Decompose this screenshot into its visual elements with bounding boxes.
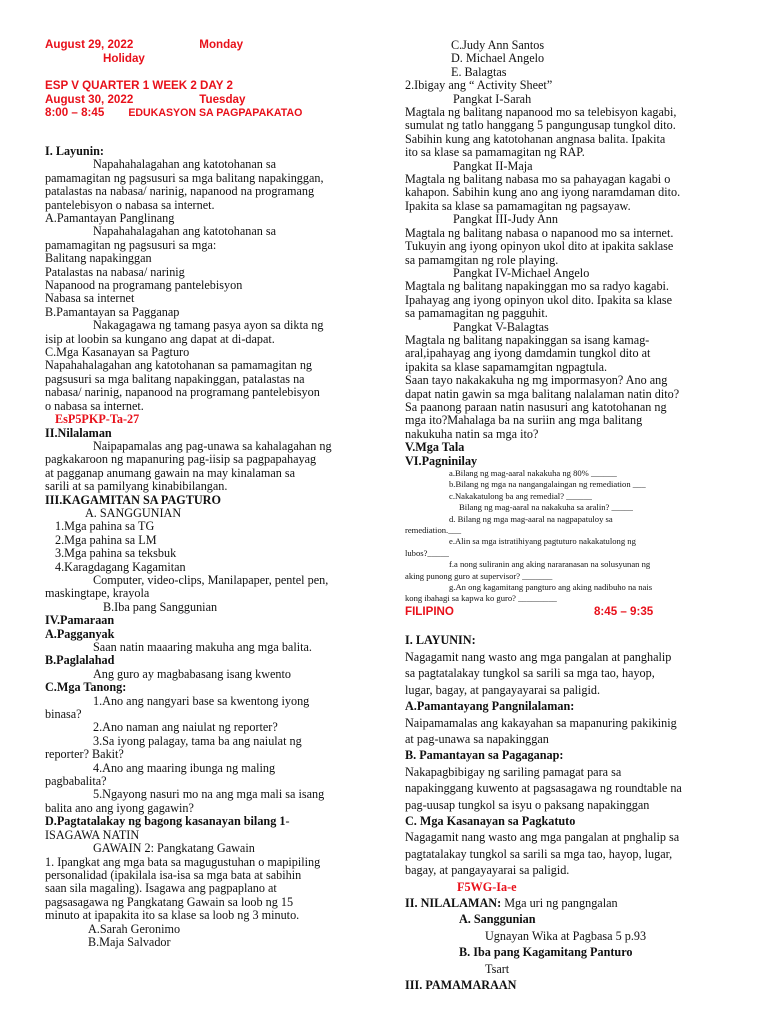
reflection-e2: lubos?_____ xyxy=(405,547,449,558)
reflection-g: g.An ong kagamitang pangturo ang aking nadibuho na nais xyxy=(449,582,653,593)
text-line: 4.Ano ang maaring ibunga ng maling xyxy=(93,760,276,775)
text-line: sa pamamagitan ng pagguhit. xyxy=(405,306,548,321)
text-line: 1.Ano ang nangyari base sa kwentong iyong xyxy=(93,693,310,708)
text-line: Naipamamalas ang kakayahan sa mapanuring pakikinig xyxy=(405,715,677,730)
text-line: Nagagamit nang wasto ang mga pangalan at panghalip xyxy=(405,649,672,664)
text-line: Sa paanong paraan natin nasusuri ang katotohanan ng xyxy=(405,399,667,414)
text-line: 1. Ipangkat ang mga bata sa magugustuhan o mapipiling xyxy=(45,854,321,869)
time-slot: 8:00 – 8:45 xyxy=(45,106,105,120)
date-line-2 xyxy=(45,93,367,107)
date-line-1 xyxy=(45,38,367,52)
text-line: pagkakaroon ng mapanuring pag-iisip sa pagpapahayag xyxy=(45,452,317,467)
text-line: Ang guro ay magbabasang isang kwento xyxy=(93,666,291,681)
text-line: kahapon. Sabihin kung ano ang iyong naramdaman dito. xyxy=(405,185,681,200)
text-line: Nakagagawa ng tamang pasya ayon sa dikta ng xyxy=(93,318,324,333)
kagamitan-heading: III.KAGAMITAN SA PAGTURO xyxy=(45,492,221,507)
text-line: 1.Mga pahina sa TG xyxy=(55,519,155,534)
text-line: o nabasa sa internet. xyxy=(45,398,144,413)
filipino-competency-code: F5WG-Ia-e xyxy=(457,879,517,894)
text-line: ipakita sa klase sapamamgitan ngpagtula. xyxy=(405,359,608,374)
text-line: Tukuyin ang iyong opinyon ukol dito at ipakita saklase xyxy=(405,239,674,254)
text-line: personalidad (ipakilala isa-isa sa mga bata at sabihin xyxy=(45,867,302,882)
text-line: 5.Ngayong nasuri mo na ang mga mali sa isang xyxy=(93,787,325,802)
text-line: bagay, at pangayayarai sa paligid. xyxy=(405,863,570,878)
holiday-label: Holiday xyxy=(103,51,145,65)
text-line: sumulat ng tatlo hanggang 5 pangungusap tungkol dito. xyxy=(405,118,676,133)
option-b: B.Maja Salvador xyxy=(88,934,171,949)
text-line: patalastas na nabasa/ narinig, napanood na programang xyxy=(45,184,315,199)
reflection-g2: kong ibahagi sa kapwa ko guro? _________ xyxy=(405,593,557,604)
filipino-layunin-heading: I. LAYUNIN: xyxy=(405,633,476,648)
day-tuesday: Tuesday xyxy=(199,92,246,106)
option-e: E. Balagtas xyxy=(451,64,507,79)
text-line: Napahahalagahan ang katotohanan sa xyxy=(93,224,277,239)
reflection-f2: aking punong guro at supervisor? _______ xyxy=(405,570,553,581)
text-line: Patalastas na nabasa/ narinig xyxy=(45,264,185,279)
text-line: Tsart xyxy=(485,961,510,976)
text-line: pamamagitan ng pagsusuri sa mga: xyxy=(45,237,217,252)
text-line: 2.Mga pahina sa LM xyxy=(55,532,157,547)
text-line: B.Iba pang Sanggunian xyxy=(103,599,218,614)
pangkat-3-heading: Pangkat III-Judy Ann xyxy=(453,212,558,227)
pamantayan-heading: A.Pamantayan Panglinang xyxy=(45,211,175,225)
reflection-f: f.a nong suliranin ang aking nararanasan na solusyunan ng xyxy=(449,559,651,570)
pagganap-heading: B.Pamantayan sa Pagganap xyxy=(45,304,180,319)
day-monday: Monday xyxy=(199,38,244,51)
text-line: reporter? Bakit? xyxy=(45,747,124,762)
text-line: 2.Ibigay ang “ Activity Sheet” xyxy=(405,78,553,93)
text-line: pag-uusap tungkol sa isyu o paksang napakinggan xyxy=(405,797,650,812)
reflection-c2: Bilang ng mag-aaral na nakakuha sa aralin? _____ xyxy=(459,502,633,513)
pamaraan-heading: IV.Pamaraan xyxy=(45,613,115,628)
dash: - xyxy=(285,814,290,829)
text-line: binasa? xyxy=(45,707,82,722)
pangkat-4-heading: Pangkat IV-Michael Angelo xyxy=(453,265,590,280)
text-line: Magtala ng balitang nabasa mo sa pahayagan kagabi o xyxy=(405,172,671,187)
text-line: pagtatalakay tungkol sa sarili sa mga tao, hayop, lugar, xyxy=(405,846,673,861)
date-tuesday: August 30, 2022 xyxy=(45,92,134,106)
kasanayan-heading: C.Mga Kasanayan sa Pagturo xyxy=(45,345,190,360)
filipino-nilalaman-heading: II. NILALAMAN: xyxy=(405,895,502,910)
text-line: napakinggang kuwento at pagsasagawa ng roundtable na xyxy=(405,781,682,796)
text-line: isip at loobin sa kungano ang dapat at di-dapat. xyxy=(45,331,275,346)
filipino-nilalaman-topic: Mga uri ng pangngalan xyxy=(501,895,618,910)
pangkat-5-heading: Pangkat V-Balagtas xyxy=(453,319,549,334)
text-line: minuto at ipapakita ito sa klase sa loob ng 3 minuto. xyxy=(45,908,300,923)
text-line: saan sila magaling). Isagawa ang pagpaplano at xyxy=(45,881,277,896)
layunin-heading: I. Layunin: xyxy=(45,143,104,158)
pagninilay-heading: VI.Pagninilay xyxy=(405,453,478,468)
pagtatalakay-heading xyxy=(45,815,367,828)
text-line: Sabihin kung ang katotohanan angnasa balita. Ipakita xyxy=(405,131,666,146)
reflection-d: d. Bilang ng mga mag-aaral na nagpapatuloy sa xyxy=(449,513,613,524)
text-line: nakukuha natin sa mga ito? xyxy=(405,426,539,441)
text-line: pagbabalita? xyxy=(45,774,107,789)
text-line: Magtala ng balitang nabasa o napanood mo sa internet. xyxy=(405,225,674,240)
text-line: sarili at sa pamilyang kinabibilangan. xyxy=(45,479,228,494)
text-line: ito sa klase sa pamamagitan ng RAP. xyxy=(405,145,585,160)
filipino-kasanayan-heading: C. Mga Kasanayan sa Pagkatuto xyxy=(405,813,576,828)
text-line: 4.Karagdagang Kagamitan xyxy=(55,559,186,574)
option-a: A.Sarah Geronimo xyxy=(88,921,181,936)
option-d: D. Michael Angelo xyxy=(451,51,545,66)
nilalaman-heading: II.Nilalaman xyxy=(45,425,112,440)
text-line: 3.Sa iyong palagay, tama ba ang naiulat ng xyxy=(93,733,302,748)
left-column xyxy=(45,38,367,949)
text-line: mga ito?Mahalaga ba na suriin ang mga balitang xyxy=(405,413,643,428)
text-line: at pag-unawa sa napakinggan xyxy=(405,731,549,746)
date-monday: August 29, 2022 xyxy=(45,38,134,51)
text-line: GAWAIN 2: Pangkatang Gawain xyxy=(93,841,255,856)
text-line: sa pamamgitan ng role playing. xyxy=(405,252,559,267)
reflection-e: e.Alin sa mga istratihiyang pagtuturo nakakatulong ng xyxy=(449,536,636,547)
text-line: balita ano ang iyong gagawin? xyxy=(45,800,194,815)
text-line: aral,ipahayag ang iyong damdamin tungkol dito at xyxy=(405,346,651,361)
pangkat-1-heading: Pangkat I-Sarah xyxy=(453,91,532,106)
pagtatalakay-title: D.Pagtatalakay ng bagong kasanayan bilang 1 xyxy=(45,814,286,829)
text-line: pantelebisyon o nabasa sa internet. xyxy=(45,197,215,212)
pagganyak-heading: A.Pagganyak xyxy=(45,626,115,641)
filipino-pamamaraan-heading: III. PAMAMARAAN xyxy=(405,978,517,992)
paglalahad-heading: B.Paglalahad xyxy=(45,653,115,668)
filipino-header xyxy=(405,605,727,619)
text-line: Naipapamalas ang pag-unawa sa kahalagahan ng xyxy=(93,438,332,453)
reflection-a: a.Bilang ng mag-aaral nakakuha ng 80% ______ xyxy=(449,468,617,478)
text-line: ISAGAWA NATIN xyxy=(45,827,140,842)
text-line: Saan tayo nakakakuha ng mg impormasyon? Ano ang xyxy=(405,373,668,388)
text-line: Nabasa sa internet xyxy=(45,291,135,306)
text-line: Ugnayan Wika at Pagbasa 5 p.93 xyxy=(485,928,647,943)
text-line: nabasa/ narinig, napanood na programang pantelebisyon xyxy=(45,385,320,400)
filipino-pamantayan-heading: A.Pamantayang Pangnilalaman: xyxy=(405,699,575,714)
mga-tala-heading: V.Mga Tala xyxy=(405,440,465,455)
filipino-time: 8:45 – 9:35 xyxy=(593,604,654,618)
filipino-nilalaman-line xyxy=(405,897,727,910)
text-line: Napanood na programang pantelebisyon xyxy=(45,278,243,293)
text-line: Magtala ng balitang napakinggan mo sa radyo kagabi. xyxy=(405,279,669,294)
text-line: 2.Ano naman ang naiulat ng reporter? xyxy=(93,720,278,735)
text-line: Nagagamit nang wasto ang mga pangalan at pnghalip sa xyxy=(405,830,680,845)
reflection-d2: remediation.___ xyxy=(405,525,462,536)
filipino-sanggunian-heading: A. Sanggunian xyxy=(459,912,536,927)
filipino-pagganap-heading: B. Pamantayan sa Pagaganap: xyxy=(405,748,564,763)
reflection-b: b.Bilang ng mga na nangangalaingan ng remediation ___ xyxy=(449,479,646,490)
text-line: lugar, bagay, at pangayayarai sa paligid. xyxy=(405,682,600,697)
text-line: pamamagitan ng pagsusuri sa mga balitang napakinggan, xyxy=(45,170,324,185)
text-line: Napahahalagahan ang katotohanan sa xyxy=(93,157,277,172)
text-line: dapat natin gawin sa mga balitang nalalaman natin dito? xyxy=(405,386,680,401)
text-line: pagsusuri sa mga balitang napakinggan, patalastas na xyxy=(45,371,305,386)
text-line: Magtala ng balitang napanood mo sa telebisyon kagabi, xyxy=(405,105,677,120)
text-line: maskingtape, krayola xyxy=(45,586,150,601)
text-line: Computer, video-clips, Manilapaper, pentel pen, xyxy=(93,572,329,587)
text-line: Nakapagbibigay ng sariling pamagat para sa xyxy=(405,764,622,779)
text-line: Balitang napakinggan xyxy=(45,251,152,266)
filipino-kagamitan-heading: B. Iba pang Kagamitang Panturo xyxy=(459,945,633,960)
time-subject-line xyxy=(45,106,367,121)
text-line: sa pagtatalakay tungkol sa sarili sa mga tao, hayop, xyxy=(405,666,655,681)
right-column xyxy=(405,39,727,992)
subject-title: EDUKASYON SA PAGPAPAKATAO xyxy=(128,107,303,120)
text-line: Magtala ng balitang napakinggan sa isang kamag- xyxy=(405,332,650,347)
text-line: A. SANGGUNIAN xyxy=(85,505,182,520)
text-line: pagsasagawa ng Pangkatang Gawain sa loob ng 15 xyxy=(45,894,294,909)
pangkat-2-heading: Pangkat II-Maja xyxy=(453,158,533,173)
text-line: 3.Mga pahina sa teksbuk xyxy=(55,546,177,561)
tanong-heading: C.Mga Tanong: xyxy=(45,680,127,695)
option-c: C.Judy Ann Santos xyxy=(451,38,545,52)
text-line: Napahahalagahan ang katotohanan sa pamamagitan ng xyxy=(45,358,313,373)
reflection-c: c.Nakakatulong ba ang remedial? ______ xyxy=(449,490,592,501)
text-line: Saan natin maaaring makuha ang mga balita. xyxy=(93,640,312,654)
text-line: Ipahayag ang iyong opinyon ukol dito. Ipakita sa klase xyxy=(405,292,673,307)
week-title: ESP V QUARTER 1 WEEK 2 DAY 2 xyxy=(45,79,233,93)
text-line: at pagganap anumang gawain na may kinalaman sa xyxy=(45,465,296,480)
filipino-subject: FILIPINO xyxy=(405,604,454,618)
text-line: Ipakita sa klase sa pamamagitan ng pagsayaw. xyxy=(405,198,631,213)
competency-code: EsP5PKP-Ta-27 xyxy=(55,412,140,427)
